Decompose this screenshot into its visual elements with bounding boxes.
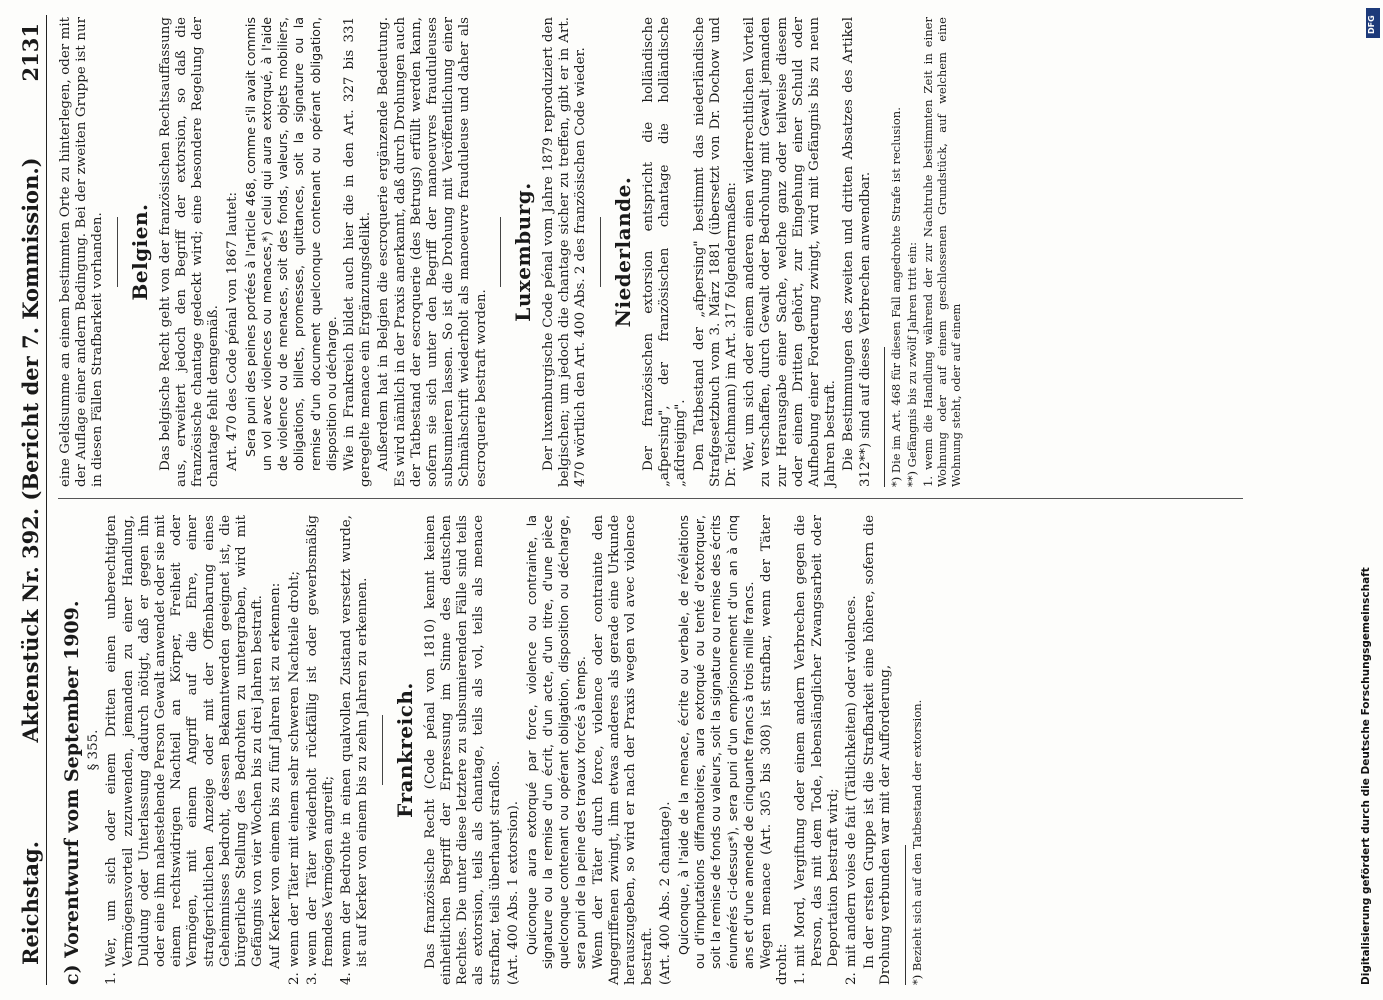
item-text: mit Mord, Vergiftung oder einem andern Verbrechen gegen die Person, das mit dem Tode, lebenslänglicher Zwangsarbeit oder Deportation bestraft wird;: [793, 515, 841, 967]
heading-frankreich: Frankreich.: [392, 682, 417, 818]
section-rule: [500, 217, 501, 287]
paragraph: Wer, um sich oder einem anderen einen widerrechtlichen Vorteil zu verschaffen, durch Gewalt oder Bedrohung mit Gewalt jemanden zur Herausgabe einer Sache, welche ganz oder teilweise diesem oder einem Dritten gehört, zur Eingehung einer Schuld oder Aufhebung einer Forderung zwingt, wird mit Gefängnis bis zu neun Jahren bestraft.: [742, 17, 839, 487]
dfg-logo-icon: [1366, 8, 1380, 38]
french-quote: [524, 515, 589, 985]
item-text: mit andern voies de fait (Tätlichkeiten) oder violences.: [843, 595, 859, 967]
quote-text: Sera puni des peines portées à l'article 468, comme s'il avait commis un vol avec violences ou menaces,*) celui qui aura extorqué, à l'aide de violence ou de menaces, soit des fonds, valeurs, objets mobiliers, obligations, billets, promesses, quittances, soit la signature ou la remise d'un document quelconque contenant ou opérant obligation, disposition ou décharge.: [242, 17, 339, 471]
page-number: 2131: [18, 23, 43, 82]
item-text: wenn der Täter mit einem sehr schweren Nachteile droht;: [286, 571, 302, 967]
header-title: Aktenstück Nr. 392. (Bericht der 7. Kommission.): [18, 157, 43, 743]
list-item: [339, 515, 371, 985]
item-number: 4.: [339, 972, 355, 985]
rotated-content: [18, 15, 1338, 985]
quote-text: Quiconque aura extorqué par force, violence ou contrainte, la signature ou la remise d'un écrit, d'un acte, d'un titre, d'une pièce quelconque contenant ou opérant obligation, disposition ou décharge, sera puni de la peine des travaux forcés à temps.: [524, 515, 588, 969]
section-rule: [382, 715, 383, 785]
paragraph: Die Bestimmungen des zweiten und dritten Absatzes des Artikel 312**) sind auf dieses Verbrechen anwendbar.: [841, 17, 873, 487]
paragraph-sign: § 355.: [86, 729, 102, 771]
item-number: 2.: [843, 972, 859, 985]
item-number: 1.: [104, 972, 120, 985]
footnote: **) Gefängnis bis zu zwölf Jahren tritt ein:: [904, 242, 919, 487]
section-rule: [600, 217, 601, 287]
heading-luxemburg: Luxemburg.: [510, 182, 535, 322]
item-number: 2.: [286, 972, 302, 985]
footnote: *) Die im Art. 468 für diesen Fall angedrohte Strafe ist reclusion.: [888, 107, 903, 487]
paragraph: Außerdem hat in Belgien die escroquerie ergänzende Bedeutung. Es wird nämlich in der Praxis anerkannt, daß durch Drohungen auch der Tatbestand der escroquerie (des Betrugs) erfüllt werden kann, sofern sie sich unter den Begriff der manoeuvres frauduleuses subsumieren lassen. So ist die Drohung mit Veröffentlichung einer Schmähschrift wiederholt als manoeuvre frauduleuse und daher als escroquerie bestraft worden.: [376, 17, 489, 487]
paragraph: eine Geldsumme an einem bestimmten Orte zu hinterlegen, oder mit der Auflage einer andern Bedingung. Bei der zweiten Gruppe ist nur in diesen Fällen Strafbarkeit vorhanden.: [58, 17, 106, 487]
article-ref: (Art. 400 Abs. 1 extorsion).: [505, 800, 521, 985]
list-item: [844, 515, 860, 985]
item-number: 1.: [793, 972, 809, 985]
paragraph: Den Tatbestand der „afpersing" bestimmt das niederländische Strafgesetzbuch vom 3. März 1881 (übersetzt von Dr. Dochow und Dr. Teichmann) im Art. 317 folgendermaßen:: [691, 17, 739, 487]
kerker-intro: Auf Kerker von einem bis zu fünf Jahren ist zu erkennen:: [268, 582, 284, 969]
digitization-credit: [1358, 10, 1378, 990]
paragraph: Das belgische Recht geht von der französischen Rechtsauffassung aus, erweitert jedoch den Begriff der extorsion, so daß die französische chantage gedeckt wird; eine besondere Regelung der chantage fehlt demgemäß.: [157, 17, 222, 487]
right-column: [58, 17, 965, 487]
footnote-rule: [884, 347, 885, 487]
quote-text: Quiconque, à l'aide de la menace, écrite ou verbale, de révélations ou d'imputations diffamatoires, aura extorqué ou tenté d'extorquer, soit la remise de fonds ou valeurs, soit la signature ou remise des écrits énumérés ci-dessus*), sera puni d'un emprisonnement d'un an à cinq ans et d'une amende de cinquante francs à trois mille francs.: [675, 515, 756, 969]
article-ref: Art. 470 des Code pénal von 1867 lautet:: [224, 191, 240, 471]
paragraph: Der französischen extorsion entspricht die holländische „afpersing", der französischen chantage die holländische „afdreiging".: [640, 17, 689, 487]
item-text: Wer, um sich oder einem Dritten einen unberechtigten Vermögensvorteil zuzuwenden, jemanden zu einer Handlung, Duldung oder Unterlassung dadurch nötigt, daß er gegen ihn oder eine ihm nahestehende Person Gewalt anwendet oder sie mit einem rechtswidrigen Nachteil an Körper, Freiheit oder Vermögen, mit einem Angriff auf die Ehre, einer strafgerichtlichen Anzeige oder mit der Offenbarung eines Geheimnisses bedroht, dessen Bekanntwerden geeignet ist, die bürgerliche Stellung des Bedrohten zu untergraben, wird mit Gefängnis von vier Wochen bis zu drei Jahren bestraft.: [104, 515, 266, 967]
item-number: 3.: [304, 972, 320, 985]
item-text: wenn der Täter wiederholt rückfällig ist oder gewerbsmäßig fremdes Vermögen angreift;: [304, 515, 337, 967]
running-header: [18, 15, 47, 985]
dfg-logo-text: DFG: [1367, 15, 1376, 34]
footnote-rule: [905, 845, 906, 985]
paragraph: Der luxemburgische Code pénal vom Jahre 1879 reproduziert den belgischen; um jedoch die chantage sicher zu treffen, gibt er in Art. 470 wörtlich den Art. 400 Abs. 2 des französischen Code wieder.: [541, 17, 589, 487]
footnote: 1. wenn die Handlung während der zur Nachtruhe bestimmten Zeit in einer Wohnung oder auf einem geschlossenen Grundstück, auf welchem eine Wohnung steht, oder auf einem: [920, 17, 963, 487]
credit-text: Digitalisierung gefördert durch die Deutsche Forschungsgemeinschaft: [1360, 567, 1372, 985]
left-column: [58, 515, 926, 985]
list-item: [287, 515, 303, 985]
paragraph: Das französische Recht (Code pénal von 1810) kennt keinen einheitlichen Begriff der Erpressung im Sinne des deutschen Rechtes. Die unter diese letztere zu subsumierenden Fälle sind teils als extorsion, teils als chantage, teils als vol, teils als menace strafbar, teils überhaupt straflos.: [422, 515, 503, 985]
item-text: wenn der Bedrohte in einen qualvollen Zustand versetzt wurde, ist auf Kerker von einem bis zu zehn Jahren zu erkennen.: [339, 515, 371, 967]
paragraph: Wenn der Täter durch force, violence oder contrainte den Angegriffenen zwingt, ihm etwas anderes als gerade eine Urkunde herauszugeben, so wird er nach der Praxis wegen vol avec violence bestraft.: [590, 515, 655, 985]
list-item: [305, 515, 337, 985]
heading-belgien: Belgien.: [127, 203, 152, 301]
footnote: *) Bezieht sich auf den Tatbestand der extorsion.: [909, 699, 924, 985]
french-quote: [243, 17, 340, 487]
section-heading: c) Vorentwurf vom September 1909.: [61, 600, 83, 985]
article-ref: (Art. 400 Abs. 2 chantage).: [657, 801, 673, 985]
heading-niederlande: Niederlande.: [610, 176, 635, 328]
french-quote: [676, 515, 757, 985]
header-left: Reichstag.: [18, 841, 43, 965]
paragraph: Wegen menace (Art. 305 bis 308) ist strafbar, wenn der Täter droht:: [758, 515, 791, 985]
section-rule: [117, 217, 118, 287]
paragraph: In der ersten Gruppe ist die Strafbarkeit eine höhere, sofern die Drohung verbunden war mit der Aufforderung,: [862, 515, 894, 985]
list-item: [793, 515, 842, 985]
list-item: [104, 515, 266, 985]
column-separator: [58, 498, 1243, 499]
paragraph: Wie in Frankreich bildet auch hier die in den Art. 327 bis 331 geregelte menace ein Ergänzungsdelikt.: [342, 17, 374, 487]
